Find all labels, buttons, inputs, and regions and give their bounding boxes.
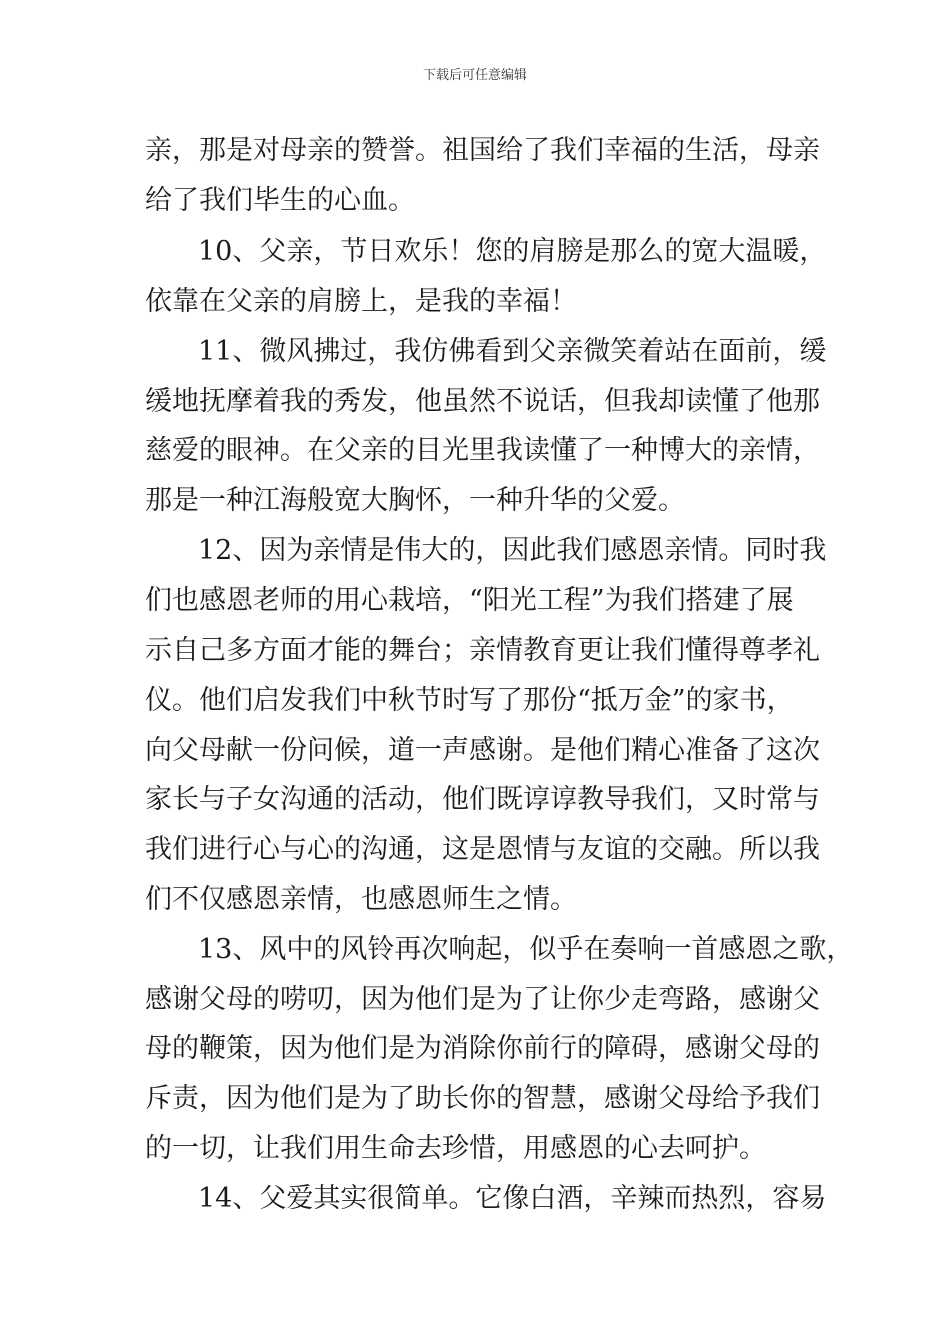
text-line: 依靠在父亲的肩膀上，是我的幸福！ (145, 286, 577, 317)
text-line: 们不仅感恩亲情，也感恩师生之情。 (145, 884, 577, 915)
text-line: 亲，那是对母亲的赞誉。祖国给了我们幸福的生活，母亲 (145, 135, 820, 166)
text-line: 向父母献一份问候，道一声感谢。是他们精心准备了这次 (145, 735, 820, 766)
text-line: 母的鞭策，因为他们是为消除你前行的障碍，感谢父母的 (145, 1033, 820, 1064)
text-line: 的一切，让我们用生命去珍惜，用感恩的心去呵护。 (145, 1133, 766, 1164)
text-line: 14、父爱其实很简单。它像白酒，辛辣而热烈，容易 (198, 1183, 827, 1214)
text-line: 感谢父母的唠叨，因为他们是为了让你少走弯路，感谢父 (145, 984, 820, 1015)
text-line: 家长与子女沟通的活动，他们既谆谆教导我们，又时常与 (145, 784, 820, 815)
text-line: 12、因为亲情是伟大的，因此我们感恩亲情。同时我 (198, 535, 827, 566)
text-line: 13、风中的风铃再次响起，似乎在奏响一首感恩之歌， (198, 934, 854, 965)
text-line: 仪。他们启发我们中秋节时写了那份“抵万金”的家书， (145, 685, 794, 716)
text-line: 缓地抚摩着我的秀发，他虽然不说话，但我却读懂了他那 (145, 386, 820, 417)
text-line: 示自己多方面才能的舞台；亲情教育更让我们懂得尊孝礼 (145, 635, 820, 666)
header-note: 下载后可任意编辑 (422, 68, 527, 83)
text-line: 们也感恩老师的用心栽培，“阳光工程”为我们搭建了展 (145, 585, 794, 616)
text-line: 斥责，因为他们是为了助长你的智慧，感谢父母给予我们 (145, 1083, 820, 1114)
text-line: 慈爱的眼神。在父亲的目光里我读懂了一种博大的亲情， (145, 435, 820, 466)
text-line: 11、微风拂过，我仿佛看到父亲微笑着站在面前，缓 (198, 336, 827, 367)
text-line: 那是一种江海般宽大胸怀，一种升华的父爱。 (145, 485, 685, 516)
text-line: 给了我们毕生的心血。 (145, 185, 415, 216)
text-line: 我们进行心与心的沟通，这是恩情与友谊的交融。所以我 (145, 834, 820, 865)
text-line: 10、父亲，节日欢乐！您的肩膀是那么的宽大温暖， (198, 236, 827, 267)
